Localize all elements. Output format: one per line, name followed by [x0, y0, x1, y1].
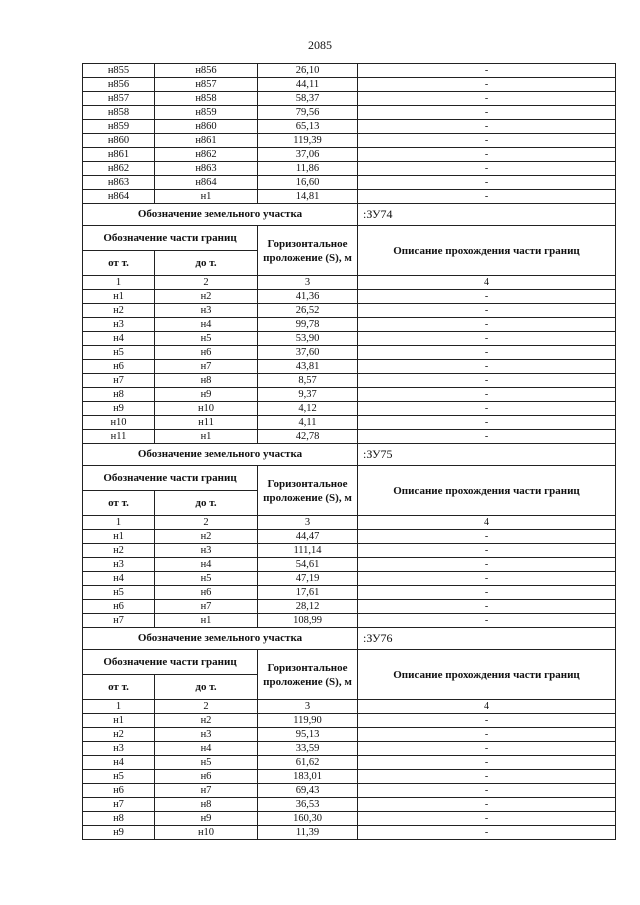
- table-row: [83, 402, 616, 416]
- description-cell: -: [358, 544, 616, 558]
- point-to-cell: н9: [155, 812, 258, 826]
- table-row: [83, 784, 616, 798]
- description-cell: -: [358, 78, 616, 92]
- horizontal-length-cell: 26,52: [258, 304, 358, 318]
- parts-header: Обозначение части границ: [83, 650, 258, 675]
- parts-header: Обозначение части границ: [83, 226, 258, 251]
- table-row: [83, 360, 616, 374]
- page-number: 2085: [308, 38, 332, 52]
- point-to-cell: н5: [155, 572, 258, 586]
- horizontal-length-cell: 95,13: [258, 728, 358, 742]
- point-from-cell: н10: [83, 416, 155, 430]
- horizontal-length-cell: 11,39: [258, 826, 358, 840]
- table-row: [83, 304, 616, 318]
- point-to-cell: н859: [155, 106, 258, 120]
- table-row: [83, 714, 616, 728]
- point-from-cell: н857: [83, 92, 155, 106]
- horizontal-length-cell: 119,90: [258, 714, 358, 728]
- point-to-cell: н864: [155, 176, 258, 190]
- horizontal-header: Горизонтальное проложение (S), м: [258, 650, 358, 700]
- boundary-table-body: [83, 64, 616, 840]
- point-to-cell: н861: [155, 134, 258, 148]
- table-row: [83, 148, 616, 162]
- description-cell: -: [358, 572, 616, 586]
- parcel-label: Обозначение земельного участка: [83, 204, 358, 226]
- horizontal-length-cell: 79,56: [258, 106, 358, 120]
- point-from-cell: н3: [83, 558, 155, 572]
- point-from-cell: н2: [83, 728, 155, 742]
- description-cell: -: [358, 756, 616, 770]
- point-from-cell: н6: [83, 360, 155, 374]
- table-row: [83, 318, 616, 332]
- horizontal-length-cell: 53,90: [258, 332, 358, 346]
- to-header: до т.: [155, 251, 258, 276]
- point-from-cell: н7: [83, 798, 155, 812]
- table-row: [83, 190, 616, 204]
- table-row: [83, 586, 616, 600]
- table-row: [83, 416, 616, 430]
- horizontal-length-cell: 36,53: [258, 798, 358, 812]
- point-from-cell: н2: [83, 544, 155, 558]
- column-index-cell: 1: [83, 700, 155, 714]
- point-to-cell: н3: [155, 728, 258, 742]
- from-header: от т.: [83, 251, 155, 276]
- description-cell: -: [358, 332, 616, 346]
- description-cell: -: [358, 120, 616, 134]
- table-row: [83, 64, 616, 78]
- point-to-cell: н1: [155, 430, 258, 444]
- point-to-cell: н7: [155, 360, 258, 374]
- parcel-label: Обозначение земельного участка: [83, 444, 358, 466]
- boundary-table: [82, 63, 616, 840]
- column-index-cell: 2: [155, 516, 258, 530]
- description-cell: -: [358, 586, 616, 600]
- horizontal-length-cell: 37,60: [258, 346, 358, 360]
- parcel-header-row: [83, 204, 616, 226]
- index-row: [83, 276, 616, 290]
- description-cell: -: [358, 388, 616, 402]
- point-to-cell: н2: [155, 530, 258, 544]
- table-row: [83, 572, 616, 586]
- horizontal-length-cell: 44,11: [258, 78, 358, 92]
- table-row: [83, 78, 616, 92]
- point-from-cell: н6: [83, 784, 155, 798]
- description-cell: -: [358, 360, 616, 374]
- point-from-cell: н1: [83, 290, 155, 304]
- horizontal-length-cell: 58,37: [258, 92, 358, 106]
- table-row: [83, 812, 616, 826]
- column-index-cell: 3: [258, 700, 358, 714]
- description-header: Описание прохождения части границ: [358, 650, 616, 700]
- horizontal-length-cell: 11,86: [258, 162, 358, 176]
- point-to-cell: н1: [155, 190, 258, 204]
- horizontal-length-cell: 69,43: [258, 784, 358, 798]
- description-cell: -: [358, 784, 616, 798]
- point-to-cell: н862: [155, 148, 258, 162]
- point-to-cell: н4: [155, 742, 258, 756]
- point-from-cell: н862: [83, 162, 155, 176]
- point-from-cell: н11: [83, 430, 155, 444]
- horizontal-length-cell: 119,39: [258, 134, 358, 148]
- column-index-cell: 2: [155, 700, 258, 714]
- description-cell: -: [358, 162, 616, 176]
- horizontal-length-cell: 4,12: [258, 402, 358, 416]
- horizontal-length-cell: 54,61: [258, 558, 358, 572]
- horizontal-length-cell: 28,12: [258, 600, 358, 614]
- point-from-cell: н858: [83, 106, 155, 120]
- description-cell: -: [358, 530, 616, 544]
- table-row: [83, 770, 616, 784]
- description-cell: -: [358, 92, 616, 106]
- point-to-cell: н9: [155, 388, 258, 402]
- to-header: до т.: [155, 491, 258, 516]
- column-index-cell: 1: [83, 516, 155, 530]
- point-from-cell: н9: [83, 402, 155, 416]
- point-to-cell: н857: [155, 78, 258, 92]
- point-to-cell: н4: [155, 558, 258, 572]
- point-from-cell: н4: [83, 756, 155, 770]
- horizontal-length-cell: 183,01: [258, 770, 358, 784]
- horizontal-length-cell: 44,47: [258, 530, 358, 544]
- point-to-cell: н10: [155, 402, 258, 416]
- table-row: [83, 106, 616, 120]
- table-row: [83, 756, 616, 770]
- point-from-cell: н3: [83, 742, 155, 756]
- point-from-cell: н855: [83, 64, 155, 78]
- parcel-header-row: [83, 444, 616, 466]
- parcel-header-row: [83, 628, 616, 650]
- description-cell: -: [358, 64, 616, 78]
- description-cell: -: [358, 714, 616, 728]
- description-cell: -: [358, 558, 616, 572]
- point-from-cell: н5: [83, 770, 155, 784]
- point-from-cell: н4: [83, 572, 155, 586]
- horizontal-length-cell: 8,57: [258, 374, 358, 388]
- index-row: [83, 516, 616, 530]
- horizontal-length-cell: 43,81: [258, 360, 358, 374]
- table-row: [83, 332, 616, 346]
- table-row: [83, 346, 616, 360]
- table-row: [83, 614, 616, 628]
- table-row: [83, 728, 616, 742]
- point-to-cell: н7: [155, 600, 258, 614]
- horizontal-length-cell: 37,06: [258, 148, 358, 162]
- to-header: до т.: [155, 675, 258, 700]
- description-cell: -: [358, 600, 616, 614]
- horizontal-length-cell: 33,59: [258, 742, 358, 756]
- point-to-cell: н2: [155, 714, 258, 728]
- description-cell: -: [358, 176, 616, 190]
- point-from-cell: н8: [83, 388, 155, 402]
- description-cell: -: [358, 798, 616, 812]
- column-index-cell: 4: [358, 700, 616, 714]
- table-row: [83, 120, 616, 134]
- column-index-cell: 3: [258, 276, 358, 290]
- point-to-cell: н5: [155, 332, 258, 346]
- parts-header: Обозначение части границ: [83, 466, 258, 491]
- horizontal-header: Горизонтальное проложение (S), м: [258, 226, 358, 276]
- description-cell: -: [358, 318, 616, 332]
- point-from-cell: н859: [83, 120, 155, 134]
- point-from-cell: н1: [83, 714, 155, 728]
- column-index-cell: 2: [155, 276, 258, 290]
- description-cell: -: [358, 826, 616, 840]
- horizontal-length-cell: 9,37: [258, 388, 358, 402]
- point-from-cell: н8: [83, 812, 155, 826]
- description-cell: -: [358, 374, 616, 388]
- description-header: Описание прохождения части границ: [358, 466, 616, 516]
- horizontal-length-cell: 41,36: [258, 290, 358, 304]
- table-row: [83, 176, 616, 190]
- horizontal-length-cell: 99,78: [258, 318, 358, 332]
- parcel-label: Обозначение земельного участка: [83, 628, 358, 650]
- horizontal-length-cell: 65,13: [258, 120, 358, 134]
- description-cell: -: [358, 134, 616, 148]
- point-to-cell: н3: [155, 304, 258, 318]
- description-header: Описание прохождения части границ: [358, 226, 616, 276]
- horizontal-length-cell: 160,30: [258, 812, 358, 826]
- point-to-cell: н11: [155, 416, 258, 430]
- point-from-cell: н864: [83, 190, 155, 204]
- description-cell: -: [358, 290, 616, 304]
- horizontal-length-cell: 111,14: [258, 544, 358, 558]
- point-from-cell: н863: [83, 176, 155, 190]
- description-cell: -: [358, 106, 616, 120]
- table-row: [83, 388, 616, 402]
- table-row: [83, 826, 616, 840]
- column-header-row: [83, 226, 616, 251]
- horizontal-length-cell: 61,62: [258, 756, 358, 770]
- point-to-cell: н3: [155, 544, 258, 558]
- point-from-cell: н861: [83, 148, 155, 162]
- description-cell: -: [358, 812, 616, 826]
- horizontal-length-cell: 47,19: [258, 572, 358, 586]
- table-row: [83, 742, 616, 756]
- horizontal-length-cell: 4,11: [258, 416, 358, 430]
- horizontal-length-cell: 17,61: [258, 586, 358, 600]
- point-from-cell: н5: [83, 586, 155, 600]
- column-index-cell: 4: [358, 276, 616, 290]
- description-cell: -: [358, 416, 616, 430]
- table-row: [83, 558, 616, 572]
- point-to-cell: н8: [155, 374, 258, 388]
- description-cell: -: [358, 742, 616, 756]
- table-row: [83, 600, 616, 614]
- point-to-cell: н5: [155, 756, 258, 770]
- horizontal-length-cell: 108,99: [258, 614, 358, 628]
- point-from-cell: н860: [83, 134, 155, 148]
- point-from-cell: н7: [83, 374, 155, 388]
- column-index-cell: 3: [258, 516, 358, 530]
- horizontal-header: Горизонтальное проложение (S), м: [258, 466, 358, 516]
- from-header: от т.: [83, 675, 155, 700]
- point-to-cell: н1: [155, 614, 258, 628]
- horizontal-length-cell: 42,78: [258, 430, 358, 444]
- description-cell: -: [358, 430, 616, 444]
- point-from-cell: н7: [83, 614, 155, 628]
- table-row: [83, 544, 616, 558]
- horizontal-length-cell: 14,81: [258, 190, 358, 204]
- description-cell: -: [358, 304, 616, 318]
- column-header-row: [83, 650, 616, 675]
- point-from-cell: н856: [83, 78, 155, 92]
- description-cell: -: [358, 148, 616, 162]
- table-row: [83, 92, 616, 106]
- point-from-cell: н3: [83, 318, 155, 332]
- table-row: [83, 162, 616, 176]
- table-row: [83, 290, 616, 304]
- description-cell: -: [358, 614, 616, 628]
- point-from-cell: н1: [83, 530, 155, 544]
- point-from-cell: н5: [83, 346, 155, 360]
- parcel-code: :ЗУ74: [358, 204, 616, 226]
- column-index-cell: 4: [358, 516, 616, 530]
- point-to-cell: н858: [155, 92, 258, 106]
- point-to-cell: н10: [155, 826, 258, 840]
- table-row: [83, 430, 616, 444]
- description-cell: -: [358, 402, 616, 416]
- description-cell: -: [358, 728, 616, 742]
- point-to-cell: н2: [155, 290, 258, 304]
- from-header: от т.: [83, 491, 155, 516]
- table-row: [83, 798, 616, 812]
- point-to-cell: н860: [155, 120, 258, 134]
- table-row: [83, 530, 616, 544]
- horizontal-length-cell: 26,10: [258, 64, 358, 78]
- point-to-cell: н856: [155, 64, 258, 78]
- table-row: [83, 374, 616, 388]
- parcel-code: :ЗУ76: [358, 628, 616, 650]
- point-from-cell: н6: [83, 600, 155, 614]
- point-from-cell: н9: [83, 826, 155, 840]
- point-to-cell: н6: [155, 586, 258, 600]
- column-index-cell: 1: [83, 276, 155, 290]
- point-from-cell: н4: [83, 332, 155, 346]
- point-to-cell: н6: [155, 346, 258, 360]
- horizontal-length-cell: 16,60: [258, 176, 358, 190]
- point-to-cell: н7: [155, 784, 258, 798]
- index-row: [83, 700, 616, 714]
- description-cell: -: [358, 770, 616, 784]
- point-to-cell: н8: [155, 798, 258, 812]
- point-to-cell: н4: [155, 318, 258, 332]
- description-cell: -: [358, 190, 616, 204]
- point-to-cell: н6: [155, 770, 258, 784]
- table-row: [83, 134, 616, 148]
- description-cell: -: [358, 346, 616, 360]
- point-to-cell: н863: [155, 162, 258, 176]
- column-header-row: [83, 466, 616, 491]
- parcel-code: :ЗУ75: [358, 444, 616, 466]
- point-from-cell: н2: [83, 304, 155, 318]
